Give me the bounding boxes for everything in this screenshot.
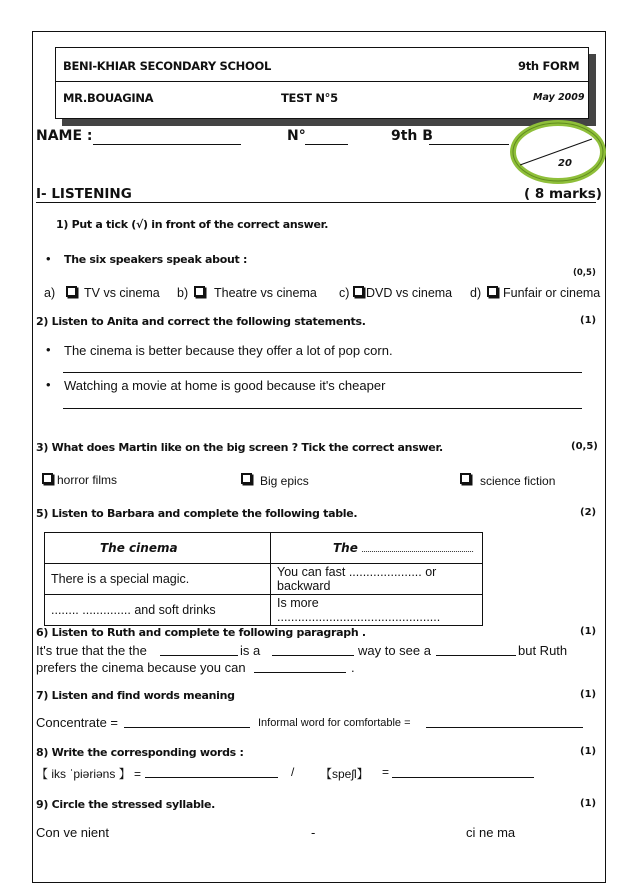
- number-field[interactable]: [305, 144, 348, 145]
- q2-answer-line-2[interactable]: [63, 408, 582, 409]
- form-label: 9th FORM: [518, 59, 580, 73]
- q8-title: 8) Write the corresponding words :: [36, 746, 244, 759]
- q2-statement-2: Watching a movie at home is good because it's cheaper: [64, 378, 386, 393]
- score-ring: [508, 117, 608, 187]
- q2-answer-line-1[interactable]: [63, 372, 582, 373]
- q1-option-b-checkbox[interactable]: [194, 286, 205, 297]
- q1-instruction: 1) Put a tick (√) in front of the correct answer.: [56, 218, 329, 231]
- q9-dash: -: [311, 825, 316, 840]
- q6-text-4: but Ruth: [518, 643, 568, 658]
- q1-option-d-letter: d): [470, 286, 482, 300]
- q3-mark: (0,5): [571, 441, 598, 452]
- school-name: BENI-KHIAR SECONDARY SCHOOL: [63, 59, 271, 73]
- q7-item-1: Concentrate =: [36, 715, 119, 730]
- header-box: [55, 47, 589, 119]
- class-field[interactable]: [429, 144, 509, 145]
- q8-phonetic-1: 【 iks ˈpiəriəns 】 =: [36, 767, 142, 781]
- q6-text-1: It's true that the the: [36, 643, 147, 658]
- table-header-cinema-text: The cinema: [100, 541, 178, 555]
- q1-option-c-letter: c): [339, 286, 350, 300]
- bullet: •: [46, 251, 51, 266]
- q9-title: 9) Circle the stressed syllable.: [36, 798, 216, 811]
- table-cell[interactable]: [45, 595, 271, 626]
- q3-option-2-checkbox[interactable]: [241, 473, 252, 484]
- table-header-other[interactable]: [271, 533, 483, 564]
- q7-mark: (1): [580, 689, 597, 700]
- bullet: •: [46, 377, 51, 392]
- q1-option-c-label: DVD vs cinema: [366, 286, 453, 300]
- q2-mark: (1): [580, 315, 597, 326]
- q1-option-d-checkbox[interactable]: [487, 286, 498, 297]
- table-cell: [45, 564, 271, 595]
- q7-title: 7) Listen and find words meaning: [36, 689, 235, 702]
- q6-mark: (1): [580, 626, 597, 637]
- q9-word-1[interactable]: Con ve nient: [36, 825, 109, 840]
- q1-option-d-label: Funfair or cinema: [503, 286, 601, 300]
- section-title: I- LISTENING: [36, 186, 132, 202]
- table-cell-text: You can fast ..................... or backward: [277, 565, 437, 593]
- q3-option-1-checkbox[interactable]: [42, 473, 53, 484]
- q2-statement-1: The cinema is better because they offer a lot of pop corn.: [64, 343, 393, 358]
- q2-title: 2) Listen to Anita and correct the following statements.: [36, 315, 366, 328]
- section-underline: [36, 202, 596, 203]
- q1-bullet-text: The six speakers speak about :: [64, 253, 248, 266]
- test-number: TEST N°5: [281, 91, 338, 105]
- q3-option-1-label: horror films: [57, 473, 118, 487]
- q8-mark: (1): [580, 746, 597, 757]
- q1-option-b-letter: b): [177, 286, 189, 300]
- q5-mark: (2): [580, 507, 597, 518]
- table-cell[interactable]: [271, 595, 483, 626]
- table-cell-text: ........ .............. and soft drinks: [51, 603, 216, 617]
- number-label: N°: [287, 128, 306, 144]
- q7-answer-1[interactable]: [124, 727, 250, 728]
- q8-slash: /: [291, 765, 295, 779]
- name-label: NAME :: [36, 128, 93, 144]
- q1-option-c-checkbox[interactable]: [353, 286, 364, 297]
- q3-title: 3) What does Martin like on the big screen ? Tick the correct answer.: [36, 441, 443, 454]
- teacher-name: MR.BOUAGINA: [63, 91, 154, 105]
- q7-item-2: Informal word for comfortable =: [258, 717, 411, 729]
- q9-mark: (1): [580, 798, 597, 809]
- class-label: 9th B: [391, 128, 433, 144]
- q6-text-5: prefers the cinema because you can: [36, 660, 246, 675]
- q3-option-3-label: science fiction: [480, 474, 556, 488]
- q6-blank-3[interactable]: [436, 655, 516, 656]
- q6-text-2: is a: [240, 643, 261, 658]
- q1-option-b-label: Theatre vs cinema: [214, 286, 317, 300]
- table-cell[interactable]: [271, 564, 483, 595]
- q6-blank-4[interactable]: [254, 672, 346, 673]
- q5-table: [44, 532, 483, 626]
- table-header-blank[interactable]: ........................................................: [361, 544, 474, 554]
- score-total: 20: [558, 158, 572, 169]
- section-marks: ( 8 marks): [524, 186, 602, 202]
- q5-title: 5) Listen to Barbara and complete the following table.: [36, 507, 358, 520]
- table-cell-text: There is a special magic.: [51, 572, 190, 586]
- q1-option-a-label: TV vs cinema: [84, 286, 160, 300]
- q8-equals: =: [382, 765, 390, 779]
- table-header-other-text: The: [333, 541, 358, 555]
- q6-title: 6) Listen to Ruth and complete te following paragraph .: [36, 626, 366, 639]
- table-header-cinema: [45, 533, 271, 564]
- q6-text-3: way to see a: [358, 643, 431, 658]
- q3-option-3-checkbox[interactable]: [460, 473, 471, 484]
- q8-answer-2[interactable]: [392, 777, 534, 778]
- q8-phonetic-2: 【speʃl】: [320, 767, 369, 781]
- q1-mark: (0,5): [573, 268, 596, 278]
- q1-option-a-checkbox[interactable]: [66, 286, 77, 297]
- q7-answer-2[interactable]: [426, 727, 583, 728]
- q6-blank-2[interactable]: [272, 655, 354, 656]
- table-cell-text: Is more ...............................................: [277, 596, 441, 624]
- q9-word-2[interactable]: ci ne ma: [466, 825, 516, 840]
- header-divider: [55, 81, 589, 82]
- test-date: May 2009: [533, 92, 585, 103]
- q1-option-a-letter: a): [44, 286, 56, 300]
- q3-option-2-label: Big epics: [260, 474, 309, 488]
- bullet: •: [46, 342, 51, 357]
- q8-answer-1[interactable]: [145, 777, 278, 778]
- name-field[interactable]: [93, 144, 241, 145]
- q6-blank-1[interactable]: [160, 655, 238, 656]
- q6-text-end: .: [351, 660, 355, 675]
